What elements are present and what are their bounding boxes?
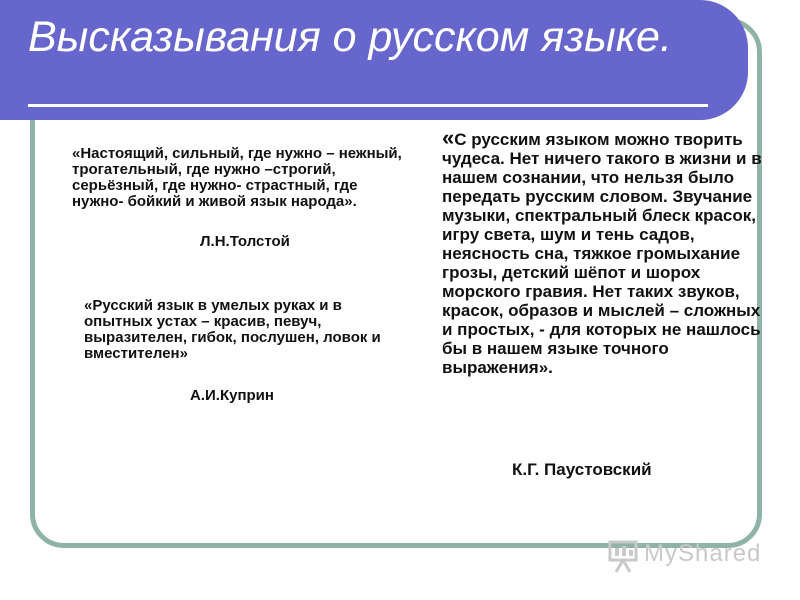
title-underline xyxy=(28,104,708,107)
quote-tolstoy: «Настоящий, сильный, где нужно – нежный, трогательный, где нужно –строгий, серьёзный, где нужно- страстный, где нужно- бойкий и живой язык народа». xyxy=(72,145,402,210)
author-tolstoy: Л.Н.Толстой xyxy=(200,233,290,250)
author-kuprin: А.И.Куприн xyxy=(190,387,274,404)
watermark-text: MyShared xyxy=(644,540,762,567)
author-paustovsky: К.Г. Паустовский xyxy=(512,460,652,479)
quote-paustovsky-text: С русским языком можно творить чудеса. Нет ничего такого в жизни и в нашем сознании, что нельзя было передать русским словом. Звучание музыки, спектральный блеск красок, игру света, шум и тень садов, неясность сна, тяжкое громыхание грозы, детский шёпот и шорох морского гравия. Нет таких звуков, красок, образов и мыслей – сложных и простых, - для которых не нашлось бы в нашем языке точного выражения». xyxy=(442,130,762,377)
quote-kuprin: «Русский язык в умелых руках и в опытных устах – красив, певуч, выразителен, гибок, послушен, ловок и вместителен» xyxy=(84,297,381,362)
presentation-board-icon xyxy=(606,536,642,576)
title-bar xyxy=(0,0,748,120)
quote-paustovsky xyxy=(442,125,762,377)
slide-title: Высказывания о русском языке. xyxy=(28,13,672,61)
watermark xyxy=(606,536,776,576)
open-quote-mark: « xyxy=(442,125,455,150)
